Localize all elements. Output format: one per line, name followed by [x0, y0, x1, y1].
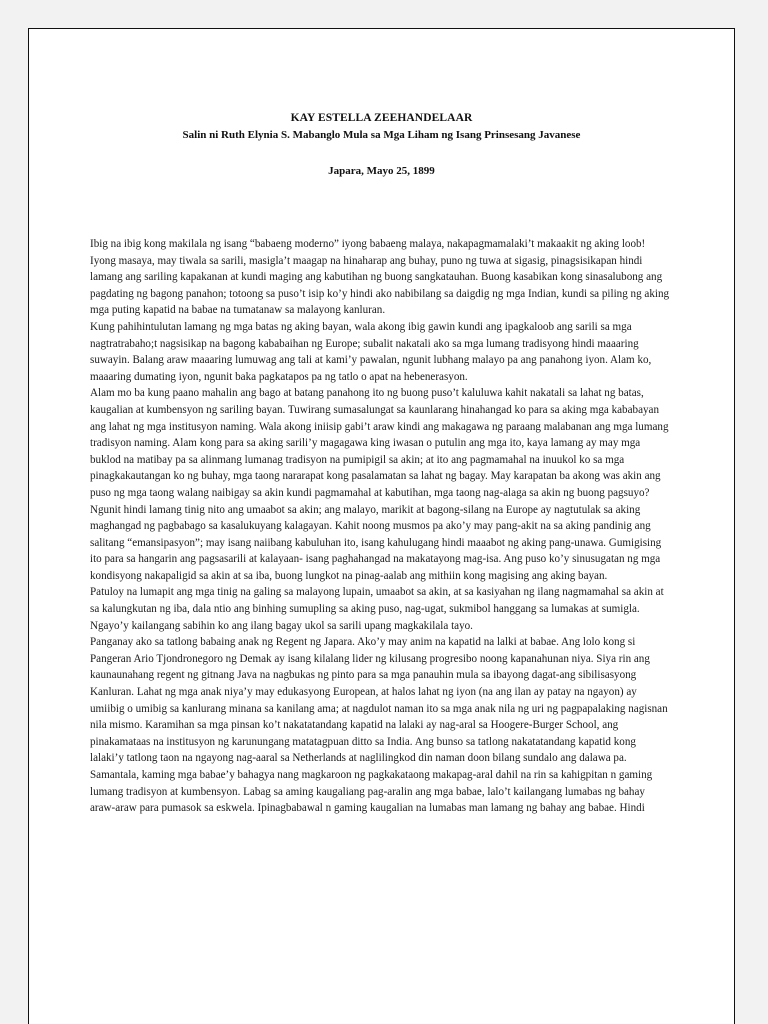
document-title: KAY ESTELLA ZEEHANDELAAR: [290, 112, 473, 124]
document-subtitle: Salin ni Ruth Elynia S. Mabanglo Mula sa Mga Liham ng Isang Prinsesang Javanese: [182, 129, 581, 141]
paragraph-5: Patuloy na lumapit ang mga tinig na galing sa malayong lupain, umaabot sa akin, at sa kasiyahan ng ilang nagmamahal sa akin at sa kalungkutan ng iba, dala ntio ang binhing sumupling sa aking puso, nag-ugat, sukmibol hanggang sa lumakas at sumigla.: [90, 586, 664, 616]
paragraph-2: Kung pahihintulutan lamang ng mga batas ng aking bayan, wala akong ibig gawin kundi ang ipagkaloob ang sarili sa mga nagtratrabaho;t nagsisikap na bagong kababaihan ng Europe; subalit nakatali ako sa mga lumang tradisyong hindi maaaring suwayin. Balang araw maaaring lumuwag ang tali at kami’y pawalan, ngunit lubhang malayo pa ang panahong iyon. Alam ko, maaaring dumating iyon, ngunit baka pagkatapos pa ng tatlo o apat na hebenerasyon.: [90, 320, 652, 383]
paragraph-6: Ngayo’y kailangang sabihin ko ang ilang bagay ukol sa sarili upang magkakilala tayo.: [90, 619, 473, 632]
document-date: Japara, Mayo 25, 1899: [328, 165, 435, 177]
paragraph-3: Alam mo ba kung paano mahalin ang bago at batang panahong ito ng buong puso’t kaluluwa kahit nakatali sa lahat ng batas, kaugalian at kumbensyon ng sariling bayan. Tuwirang sumasalungat sa kaunlarang hinahangad ko para sa aking mga kababayan ang lahat ng mga institusyon naming. Wala akong iniisip gabi’t araw kindi ang makagawa ng paraang malabanan ang mga lumang tradisyon naming. Alam kong para sa aking sarili’y magagawa king iwasan o putulin ang mga ito, kaya lamang ay may mga buklod na matibay pa sa alinmang lumanag tradisyon na pumipigil sa akin; at ito ang pagmamahal na inuukol ko sa mga pinagkakautangan ko ng buhay, mga taong nararapat kong pasalamatan sa lahat ng bagay. May karapatan ba akong was akin ang puso ng mga taong walang naibigay sa akin kundi pagmamahal at kabutihan, mga taong nag-alaga sa akin ng buong pagsuyo?: [90, 387, 669, 499]
paragraph-7: Panganay ako sa tatlong babaing anak ng Regent ng Japara. Ako’y may anim na kapatid na lalki at babae. Ang lolo kong si Pangeran Ario Tjondronegoro ng Demak ay isang kilalang lider ng kilusang progresibo noong kapanahunan niya. Siya rin ang kaunaunahang regent ng gitnang Java na nagbukas ng pinto para sa mga panauhin mula sa ibayong dagat-ang sibilisasyong Kanluran. Lahat ng mga anak niya’y may edukasyong European, at halos lahat ng iyon (na ang ilan ay patay na ngayon) ay umiibig o umibig sa kanlurang minana sa kanilang ama; at nagdulot naman ito sa mga anak nila ng uri ng pagpapalaking nagisnan nila mismo. Karamihan sa mga pinsan ko’t nakatatandang kapatid na lalaki ay nag-aral sa Hoogere-Burger School, ang pinakamataas na institusyon ng karunungang matatagpuan ditto sa India. Ang bunso sa tatlong nakatatandang kapatid kong lalaki’y tatlong taon na ngayong nag-aaral sa Netherlands at naglilingkod din naman doon bilang sundalo ang dalawa pa. Samantala, kaming mga babae’y bahagya nang magkaroon ng pagkakataong makapag-aral dahil na rin sa kahigpitan n gaming lumang tradisyon at kumbensyon. Labag sa aming kaugaliang pag-aralin ang mga babae, lalo’t kailangang lumabas ng bahay araw-araw para pumasok sa eskwela. Ipinagbabawal n gaming kaugalian na lumabas man lamang ng bahay ang babae. Hindi: [90, 636, 668, 815]
document-body: [90, 236, 670, 817]
paragraph-4: Ngunit hindi lamang tinig nito ang umaabot sa akin; ang malayo, marikit at bagong-silang na Europe ay nagtutulak sa aking maghangad ng pagbabago sa kasalukuyang kalagayan. Kahit noong musmos pa ako’y may pang-akit na sa aking pandinig ang salitang “emansipasyon”; may isang naiibang kabuluhan ito, isang kahulugang hindi maaabot ng aking pang-unawa. Gumigising ito para sa hangarin ang pagsasarili at kalayaan- isang paghahangad na makatayong mag-isa. Ang puso ko’y sinusugatan ng mga kondisyong nakapaligid sa akin at sa iba, buong lungkot na pinag-aalab ang mithiin kong magising ang aking bayan.: [90, 503, 662, 582]
paragraph-1: Ibig na ibig kong makilala ng isang “babaeng moderno” iyong babaeng malaya, nakapagmamalaki’t makaakit ng aking loob! Iyong masaya, may tiwala sa sarili, masigla’t maagap na hinaharap ang buhay, puno ng tuwa at sigasig, pinagsisikapan hindi lamang ang sariling kapakanan at kundi maging ang kabutihan ng buong sangkatauhan. Buong kasabikan kong sinasalubong ang pagdating ng bagong panahon; totoong sa puso’t isip ko’y hindi ako nabibilang sa daigdig ng mga Indian, kundi sa piling ng aking mga puting kapatid na babae na tumatanaw sa malayong kanluran.: [90, 238, 670, 317]
document-page: [28, 28, 735, 1024]
